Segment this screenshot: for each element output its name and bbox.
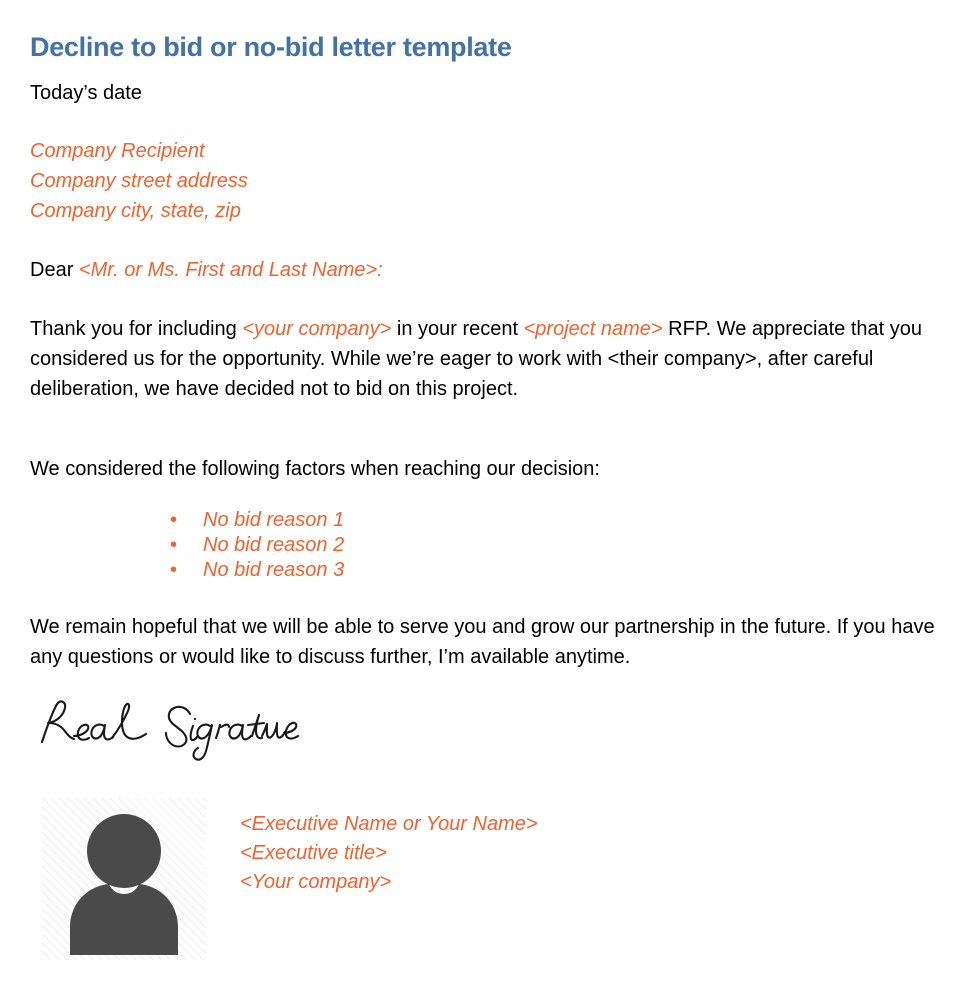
no-bid-reasons-list [30, 508, 940, 583]
bullet-icon: • [170, 534, 178, 556]
bullet-icon: • [170, 559, 178, 581]
body-paragraph [30, 314, 940, 404]
signer-block [30, 798, 940, 960]
factors-intro: We considered the following factors when reaching our decision: [30, 458, 600, 480]
reason-text: No bid reason 1 [203, 509, 345, 531]
person-silhouette-icon [42, 798, 206, 960]
body-segment-1: Thank you for including [30, 318, 243, 340]
recipient-street: Company street address [30, 170, 248, 192]
recipient-company: Company Recipient [30, 140, 205, 162]
salutation [30, 255, 940, 285]
body-segment-5: RFP. We appreciate that you considered us for the opportunity. While we’re eager to work with <their company>, after careful deliberation, we have decided not to bid on this project. [30, 318, 923, 400]
reason-text: No bid reason 2 [203, 534, 345, 556]
signer-title: <Executive title> [240, 842, 387, 864]
project-name-placeholder: <project name> [523, 318, 663, 340]
salutation-placeholder: <Mr. or Ms. First and Last Name>: [78, 259, 383, 281]
your-company-placeholder: <your company> [242, 318, 392, 340]
page-title: Decline to bid or no-bid letter template [30, 32, 512, 62]
body-segment-3: in your recent [391, 318, 524, 340]
list-item [170, 508, 940, 533]
recipient-city-state-zip: Company city, state, zip [30, 200, 241, 222]
signer-company: <Your company> [240, 871, 392, 893]
list-item [170, 558, 940, 583]
recipient-address-block [30, 136, 940, 226]
date-line: Today’s date [30, 82, 142, 104]
reason-text: No bid reason 3 [203, 559, 345, 581]
salutation-greeting: Dear [30, 259, 74, 281]
bullet-icon: • [170, 509, 178, 531]
closing-paragraph: We remain hopeful that we will be able to serve you and grow our partnership in the future. If you have any questions or would like to discuss further, I’m available anytime. [30, 616, 935, 668]
avatar [42, 798, 206, 960]
handwritten-signature-image [30, 692, 300, 762]
signer-name: <Executive Name or Your Name> [240, 813, 538, 835]
signer-details [240, 798, 538, 897]
list-item [170, 533, 940, 558]
